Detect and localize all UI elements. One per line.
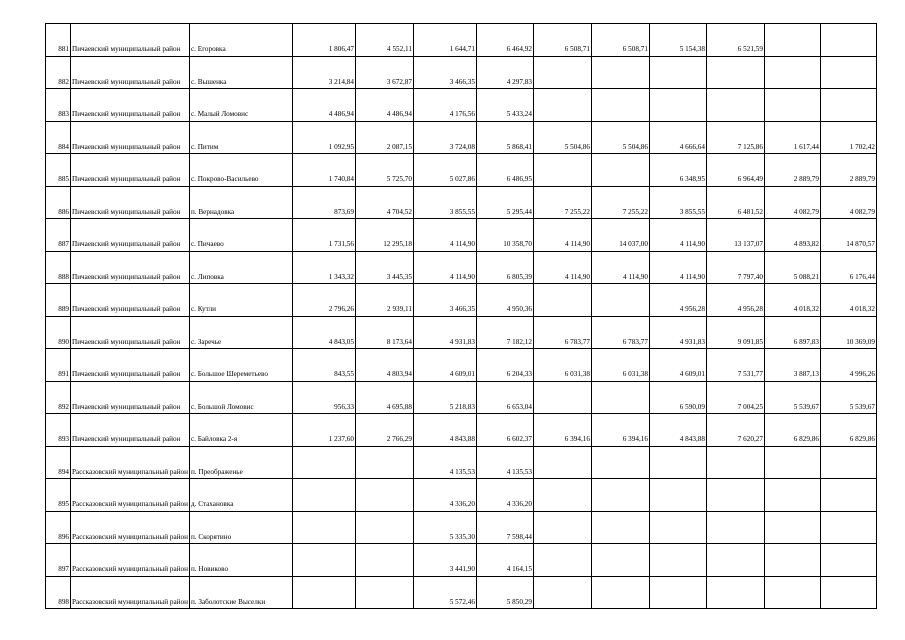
value-cell: 1 740,84 bbox=[292, 154, 355, 187]
value-cell: 2 889,79 bbox=[820, 154, 876, 187]
settlement-cell: п. Заболотские Выселки bbox=[189, 576, 292, 609]
table-row bbox=[46, 576, 877, 609]
value-cell: 1 731,56 bbox=[292, 219, 355, 252]
value-cell: 5 027,86 bbox=[413, 154, 476, 187]
value-cell: 4 114,90 bbox=[533, 219, 591, 252]
value-cell: 2 939,11 bbox=[355, 284, 413, 317]
row-number: 887 bbox=[46, 219, 71, 252]
value-cell: 8 173,64 bbox=[355, 316, 413, 349]
value-cell bbox=[706, 576, 764, 609]
value-cell: 12 295,18 bbox=[355, 219, 413, 252]
value-cell bbox=[649, 479, 706, 512]
value-cell: 6 031,38 bbox=[591, 349, 649, 382]
settlement-cell: с. Большое Шереметьево bbox=[189, 349, 292, 382]
value-cell bbox=[820, 446, 876, 479]
value-cell: 4 996,26 bbox=[820, 349, 876, 382]
value-cell: 5 154,38 bbox=[649, 24, 706, 57]
table-row bbox=[46, 284, 877, 317]
table-row bbox=[46, 544, 877, 577]
value-cell bbox=[820, 56, 876, 89]
value-cell: 6 590,09 bbox=[649, 381, 706, 414]
value-cell: 5 868,41 bbox=[476, 121, 533, 154]
district-cell: Рассказовский муниципальный район bbox=[71, 446, 190, 479]
value-cell bbox=[764, 56, 820, 89]
value-cell bbox=[591, 89, 649, 122]
settlement-cell: с. Байловка 2-я bbox=[189, 414, 292, 447]
value-cell bbox=[292, 576, 355, 609]
district-cell: Пичаевский муниципальный район bbox=[71, 251, 190, 284]
value-cell: 4 114,90 bbox=[413, 219, 476, 252]
value-cell bbox=[591, 56, 649, 89]
value-cell bbox=[706, 544, 764, 577]
district-cell: Пичаевский муниципальный район bbox=[71, 186, 190, 219]
value-cell: 6 394,16 bbox=[533, 414, 591, 447]
row-number: 894 bbox=[46, 446, 71, 479]
value-cell: 6 653,04 bbox=[476, 381, 533, 414]
settlement-cell: п. Новиково bbox=[189, 544, 292, 577]
value-cell: 4 114,90 bbox=[649, 219, 706, 252]
value-cell: 7 620,27 bbox=[706, 414, 764, 447]
value-cell bbox=[649, 576, 706, 609]
value-cell: 956,33 bbox=[292, 381, 355, 414]
row-number: 882 bbox=[46, 56, 71, 89]
settlement-cell: п. Вернадовка bbox=[189, 186, 292, 219]
value-cell: 5 725,70 bbox=[355, 154, 413, 187]
value-cell: 4 176,56 bbox=[413, 89, 476, 122]
settlement-cell: с. Заречье bbox=[189, 316, 292, 349]
value-cell: 3 672,87 bbox=[355, 56, 413, 89]
value-cell bbox=[649, 56, 706, 89]
row-number: 895 bbox=[46, 479, 71, 512]
value-cell bbox=[533, 446, 591, 479]
value-cell: 3 724,08 bbox=[413, 121, 476, 154]
value-cell bbox=[533, 56, 591, 89]
value-cell bbox=[591, 576, 649, 609]
district-cell: Пичаевский муниципальный район bbox=[71, 414, 190, 447]
district-cell: Пичаевский муниципальный район bbox=[71, 121, 190, 154]
value-cell: 6 031,38 bbox=[533, 349, 591, 382]
settlement-cell: д. Стахановка bbox=[189, 479, 292, 512]
value-cell: 4 931,83 bbox=[649, 316, 706, 349]
value-cell: 5 218,83 bbox=[413, 381, 476, 414]
value-cell: 4 893,82 bbox=[764, 219, 820, 252]
value-cell: 1 806,47 bbox=[292, 24, 355, 57]
value-cell: 1 092,95 bbox=[292, 121, 355, 154]
value-cell: 4 956,28 bbox=[706, 284, 764, 317]
value-cell: 1 237,60 bbox=[292, 414, 355, 447]
district-cell: Рассказовский муниципальный район bbox=[71, 479, 190, 512]
value-cell bbox=[355, 576, 413, 609]
value-cell: 2 087,15 bbox=[355, 121, 413, 154]
value-cell: 4 018,32 bbox=[820, 284, 876, 317]
value-cell: 7 182,12 bbox=[476, 316, 533, 349]
value-cell: 2 889,79 bbox=[764, 154, 820, 187]
value-cell bbox=[591, 154, 649, 187]
value-cell: 7 125,86 bbox=[706, 121, 764, 154]
value-cell: 6 521,59 bbox=[706, 24, 764, 57]
value-cell: 1 644,71 bbox=[413, 24, 476, 57]
value-cell: 6 829,86 bbox=[820, 414, 876, 447]
table-row bbox=[46, 251, 877, 284]
value-cell bbox=[533, 381, 591, 414]
value-cell bbox=[533, 544, 591, 577]
value-cell bbox=[533, 284, 591, 317]
value-cell: 1 617,44 bbox=[764, 121, 820, 154]
value-cell bbox=[533, 479, 591, 512]
value-cell bbox=[649, 89, 706, 122]
value-cell: 6 805,39 bbox=[476, 251, 533, 284]
value-cell: 4 018,32 bbox=[764, 284, 820, 317]
table-row bbox=[46, 446, 877, 479]
value-cell: 6 394,16 bbox=[591, 414, 649, 447]
value-cell: 843,55 bbox=[292, 349, 355, 382]
value-cell bbox=[764, 479, 820, 512]
tariff-table bbox=[45, 23, 877, 609]
table-row bbox=[46, 24, 877, 57]
row-number: 884 bbox=[46, 121, 71, 154]
settlement-cell: с. Покрово-Васильево bbox=[189, 154, 292, 187]
value-cell: 4 695,88 bbox=[355, 381, 413, 414]
value-cell bbox=[533, 511, 591, 544]
district-cell: Пичаевский муниципальный район bbox=[71, 89, 190, 122]
value-cell: 4 336,20 bbox=[476, 479, 533, 512]
row-number: 881 bbox=[46, 24, 71, 57]
value-cell bbox=[649, 544, 706, 577]
row-number: 890 bbox=[46, 316, 71, 349]
value-cell bbox=[591, 381, 649, 414]
table-row bbox=[46, 316, 877, 349]
value-cell: 6 602,37 bbox=[476, 414, 533, 447]
district-cell: Пичаевский муниципальный район bbox=[71, 316, 190, 349]
value-cell bbox=[764, 446, 820, 479]
district-cell: Пичаевский муниципальный район bbox=[71, 24, 190, 57]
value-cell bbox=[706, 56, 764, 89]
value-cell: 5 433,24 bbox=[476, 89, 533, 122]
value-cell: 6 783,77 bbox=[533, 316, 591, 349]
row-number: 891 bbox=[46, 349, 71, 382]
table-row bbox=[46, 154, 877, 187]
value-cell: 14 870,57 bbox=[820, 219, 876, 252]
value-cell: 7 255,22 bbox=[591, 186, 649, 219]
value-cell: 5 850,29 bbox=[476, 576, 533, 609]
value-cell bbox=[820, 24, 876, 57]
value-cell bbox=[820, 511, 876, 544]
value-cell bbox=[706, 511, 764, 544]
value-cell: 6 176,44 bbox=[820, 251, 876, 284]
value-cell bbox=[533, 89, 591, 122]
value-cell bbox=[533, 154, 591, 187]
settlement-cell: с. Малый Ломовис bbox=[189, 89, 292, 122]
value-cell: 7 004,25 bbox=[706, 381, 764, 414]
value-cell: 4 666,64 bbox=[649, 121, 706, 154]
settlement-cell: с. Вышенка bbox=[189, 56, 292, 89]
value-cell: 6 464,92 bbox=[476, 24, 533, 57]
value-cell: 4 114,90 bbox=[591, 251, 649, 284]
value-cell bbox=[292, 511, 355, 544]
value-cell bbox=[591, 511, 649, 544]
value-cell: 5 504,86 bbox=[591, 121, 649, 154]
value-cell: 873,69 bbox=[292, 186, 355, 219]
value-cell bbox=[649, 511, 706, 544]
district-cell: Пичаевский муниципальный район bbox=[71, 56, 190, 89]
value-cell: 6 964,49 bbox=[706, 154, 764, 187]
value-cell: 5 539,67 bbox=[820, 381, 876, 414]
settlement-cell: с. Большой Ломовис bbox=[189, 381, 292, 414]
table-body bbox=[46, 24, 877, 609]
district-cell: Пичаевский муниципальный район bbox=[71, 284, 190, 317]
value-cell bbox=[649, 446, 706, 479]
district-cell: Пичаевский муниципальный район bbox=[71, 349, 190, 382]
value-cell: 5 335,30 bbox=[413, 511, 476, 544]
value-cell: 1 343,32 bbox=[292, 251, 355, 284]
value-cell bbox=[764, 544, 820, 577]
value-cell bbox=[591, 479, 649, 512]
settlement-cell: с. Липовка bbox=[189, 251, 292, 284]
value-cell bbox=[355, 446, 413, 479]
row-number: 898 bbox=[46, 576, 71, 609]
value-cell: 2 766,29 bbox=[355, 414, 413, 447]
row-number: 893 bbox=[46, 414, 71, 447]
value-cell bbox=[706, 479, 764, 512]
value-cell: 4 135,53 bbox=[476, 446, 533, 479]
value-cell: 6 508,71 bbox=[533, 24, 591, 57]
district-cell: Пичаевский муниципальный район bbox=[71, 154, 190, 187]
value-cell: 2 796,26 bbox=[292, 284, 355, 317]
value-cell: 4 803,94 bbox=[355, 349, 413, 382]
value-cell: 6 348,95 bbox=[649, 154, 706, 187]
value-cell bbox=[292, 479, 355, 512]
value-cell: 4 164,15 bbox=[476, 544, 533, 577]
value-cell: 4 336,20 bbox=[413, 479, 476, 512]
row-number: 896 bbox=[46, 511, 71, 544]
value-cell: 6 897,83 bbox=[764, 316, 820, 349]
value-cell bbox=[820, 479, 876, 512]
value-cell: 7 797,40 bbox=[706, 251, 764, 284]
district-cell: Рассказовский муниципальный район bbox=[71, 511, 190, 544]
value-cell: 7 598,44 bbox=[476, 511, 533, 544]
value-cell bbox=[355, 544, 413, 577]
value-cell: 4 950,36 bbox=[476, 284, 533, 317]
settlement-cell: п. Скорятино bbox=[189, 511, 292, 544]
value-cell: 14 037,00 bbox=[591, 219, 649, 252]
value-cell: 7 255,22 bbox=[533, 186, 591, 219]
settlement-cell: с. Пичаево bbox=[189, 219, 292, 252]
value-cell: 6 508,71 bbox=[591, 24, 649, 57]
value-cell bbox=[591, 544, 649, 577]
value-cell bbox=[533, 576, 591, 609]
settlement-cell: с. Питим bbox=[189, 121, 292, 154]
table-row bbox=[46, 219, 877, 252]
district-cell: Рассказовский муниципальный район bbox=[71, 576, 190, 609]
value-cell bbox=[355, 479, 413, 512]
value-cell: 6 486,95 bbox=[476, 154, 533, 187]
row-number: 889 bbox=[46, 284, 71, 317]
value-cell: 9 091,85 bbox=[706, 316, 764, 349]
value-cell: 4 956,28 bbox=[649, 284, 706, 317]
value-cell bbox=[764, 576, 820, 609]
value-cell: 4 135,53 bbox=[413, 446, 476, 479]
value-cell: 6 829,86 bbox=[764, 414, 820, 447]
value-cell bbox=[591, 284, 649, 317]
value-cell: 4 114,90 bbox=[533, 251, 591, 284]
value-cell: 4 486,94 bbox=[355, 89, 413, 122]
value-cell: 5 572,46 bbox=[413, 576, 476, 609]
value-cell bbox=[764, 511, 820, 544]
value-cell: 5 295,44 bbox=[476, 186, 533, 219]
value-cell: 13 137,07 bbox=[706, 219, 764, 252]
value-cell: 4 114,90 bbox=[649, 251, 706, 284]
table-row bbox=[46, 511, 877, 544]
value-cell: 6 481,52 bbox=[706, 186, 764, 219]
value-cell: 6 783,77 bbox=[591, 316, 649, 349]
value-cell: 10 369,09 bbox=[820, 316, 876, 349]
value-cell: 6 204,33 bbox=[476, 349, 533, 382]
value-cell: 3 466,35 bbox=[413, 56, 476, 89]
value-cell bbox=[820, 89, 876, 122]
value-cell: 4 082,79 bbox=[820, 186, 876, 219]
value-cell: 3 441,90 bbox=[413, 544, 476, 577]
value-cell: 5 539,67 bbox=[764, 381, 820, 414]
table-row bbox=[46, 479, 877, 512]
value-cell: 3 214,84 bbox=[292, 56, 355, 89]
value-cell: 7 531,77 bbox=[706, 349, 764, 382]
table-row bbox=[46, 381, 877, 414]
value-cell: 4 843,88 bbox=[649, 414, 706, 447]
value-cell: 4 931,83 bbox=[413, 316, 476, 349]
value-cell: 4 082,79 bbox=[764, 186, 820, 219]
table-row bbox=[46, 56, 877, 89]
value-cell bbox=[591, 446, 649, 479]
value-cell: 4 704,52 bbox=[355, 186, 413, 219]
value-cell bbox=[820, 544, 876, 577]
table-row bbox=[46, 186, 877, 219]
value-cell: 4 843,05 bbox=[292, 316, 355, 349]
value-cell: 3 855,55 bbox=[649, 186, 706, 219]
value-cell bbox=[292, 544, 355, 577]
value-cell: 4 843,88 bbox=[413, 414, 476, 447]
value-cell bbox=[706, 89, 764, 122]
table-row bbox=[46, 121, 877, 154]
table-row bbox=[46, 89, 877, 122]
value-cell: 4 609,01 bbox=[413, 349, 476, 382]
value-cell bbox=[706, 446, 764, 479]
value-cell: 10 358,70 bbox=[476, 219, 533, 252]
district-cell: Рассказовский муниципальный район bbox=[71, 544, 190, 577]
value-cell: 1 702,42 bbox=[820, 121, 876, 154]
value-cell bbox=[764, 24, 820, 57]
district-cell: Пичаевский муниципальный район bbox=[71, 219, 190, 252]
row-number: 892 bbox=[46, 381, 71, 414]
value-cell bbox=[292, 446, 355, 479]
value-cell: 4 486,94 bbox=[292, 89, 355, 122]
value-cell bbox=[764, 89, 820, 122]
row-number: 888 bbox=[46, 251, 71, 284]
value-cell: 4 114,90 bbox=[413, 251, 476, 284]
value-cell: 4 297,83 bbox=[476, 56, 533, 89]
row-number: 883 bbox=[46, 89, 71, 122]
value-cell: 3 466,35 bbox=[413, 284, 476, 317]
row-number: 886 bbox=[46, 186, 71, 219]
value-cell: 5 088,21 bbox=[764, 251, 820, 284]
value-cell bbox=[820, 576, 876, 609]
row-number: 885 bbox=[46, 154, 71, 187]
settlement-cell: с. Егоровка bbox=[189, 24, 292, 57]
settlement-cell: п. Преображенье bbox=[189, 446, 292, 479]
value-cell: 3 887,13 bbox=[764, 349, 820, 382]
value-cell: 3 445,35 bbox=[355, 251, 413, 284]
district-cell: Пичаевский муниципальный район bbox=[71, 381, 190, 414]
settlement-cell: с. Кутли bbox=[189, 284, 292, 317]
row-number: 897 bbox=[46, 544, 71, 577]
table-row bbox=[46, 349, 877, 382]
value-cell: 4 609,01 bbox=[649, 349, 706, 382]
table-row bbox=[46, 414, 877, 447]
value-cell: 5 504,86 bbox=[533, 121, 591, 154]
value-cell bbox=[355, 511, 413, 544]
value-cell: 4 552,11 bbox=[355, 24, 413, 57]
value-cell: 3 855,55 bbox=[413, 186, 476, 219]
